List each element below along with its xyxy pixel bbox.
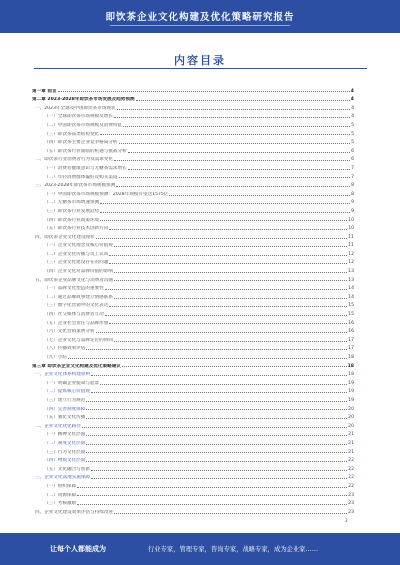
toc-entry-text: （一）品牌文化塑造的重要性: [44, 286, 104, 292]
toc-leader-dots: [86, 409, 347, 410]
toc-entry-text: （五）强化文化传播: [44, 415, 86, 421]
toc-entry[interactable]: [32, 455, 354, 464]
toc-entry-text: （八）传播效果评估: [44, 346, 86, 352]
toc-leader-dots: [114, 117, 350, 118]
toc-entry-text: （一）明确企业使命与愿景: [44, 380, 100, 386]
toc-entry-text: （四）即饮茶行业政策环境: [44, 217, 100, 223]
toc-entry-page: 18: [348, 372, 354, 378]
footer-bar: [0, 533, 400, 565]
toc-entry[interactable]: [32, 403, 354, 412]
toc-entry[interactable]: [32, 351, 354, 360]
toc-entry-page: 5: [351, 131, 354, 137]
toc-entry[interactable]: [32, 205, 354, 214]
toc-entry-page: 18: [348, 355, 354, 360]
toc-leader-dots: [68, 358, 347, 359]
toc-entry-page: 6: [351, 157, 354, 163]
toc-entry-text: （一）企业文化理念及核心价值观: [44, 243, 113, 249]
toc-entry-text: （三）即饮茶品类结构变化: [44, 131, 100, 137]
toc-entry-page: 12: [348, 260, 354, 266]
toc-entry-text: 第三章 即饮茶企业文化构建及优化策略建议: [32, 363, 121, 369]
toc-leader-dots: [116, 186, 350, 187]
toc-entry-page: 9: [351, 200, 354, 206]
toc-leader-dots: [77, 504, 347, 505]
toc-leader-dots: [96, 332, 348, 333]
toc-entry-page: 15: [348, 303, 354, 309]
toc-entry[interactable]: [32, 472, 354, 481]
toc-entry[interactable]: [32, 180, 354, 189]
toc-entry[interactable]: [32, 463, 354, 472]
toc-entry[interactable]: [32, 343, 354, 352]
toc-title: 内容目录: [174, 54, 226, 67]
toc-entry-page: 16: [348, 329, 354, 335]
footer-tags: 行业专家，管理专家，咨询专家，战略专家，成为企业家……: [148, 546, 319, 553]
toc-entry-text: （二）制度文化层面: [44, 440, 86, 446]
toc-entry[interactable]: [32, 231, 354, 240]
toc-entry-text: 五、即饮茶企业品牌文化与消费者沟通: [35, 277, 114, 283]
toc-entry-text: （一）组织保障: [44, 483, 77, 489]
toc-leader-dots: [109, 229, 347, 230]
toc-entry-text: （五）企业社会责任与品牌形象: [44, 320, 109, 326]
toc-entry-page: 19: [348, 397, 354, 403]
toc-entry[interactable]: [32, 369, 354, 378]
toc-entry-page: 23: [348, 501, 354, 507]
toc-leader-dots: [114, 341, 347, 342]
toc-leader-dots: [114, 280, 347, 281]
toc-leader-dots: [91, 375, 347, 376]
toc-entry-page: 12: [348, 251, 354, 257]
toc-entry-text: （一）精神文化层面: [44, 432, 86, 438]
toc-entry-text: （三）即饮茶行业发展趋势: [44, 208, 100, 214]
toc-entry-page: 19: [348, 380, 354, 386]
toc-entry[interactable]: [32, 446, 354, 455]
toc-leader-dots: [86, 452, 347, 453]
toc-entry-page: 23: [348, 492, 354, 498]
toc-entry[interactable]: [32, 283, 354, 292]
toc-entry[interactable]: [32, 429, 354, 438]
toc-entry-text: （五）即饮茶行业技术创新方向: [44, 226, 109, 232]
toc-entry[interactable]: [32, 377, 354, 386]
toc-leader-dots: [91, 392, 347, 393]
toc-entry[interactable]: [32, 240, 354, 249]
toc-entry-page: 22: [348, 475, 354, 481]
toc-entry-text: 四、企业文化建设效果评估与持续改进: [35, 509, 114, 515]
toc-entry[interactable]: [32, 412, 354, 421]
page-number: 3: [345, 518, 348, 523]
toc-entry-text: （二）提炼核心价值观: [44, 389, 90, 395]
toc-entry-page: 7: [351, 165, 354, 171]
toc-entry[interactable]: [32, 480, 354, 489]
toc-entry-text: （四）社交媒体与消费者互动: [44, 312, 104, 318]
toc-entry[interactable]: [32, 308, 354, 317]
toc-entry[interactable]: [32, 360, 354, 369]
toc-leader-dots: [123, 126, 350, 127]
toc-entry-page: 10: [348, 226, 354, 232]
toc-entry-text: （四）物质文化层面: [44, 458, 86, 464]
toc-entry-page: 23: [348, 509, 354, 515]
toc-entry-page: 21: [348, 449, 354, 455]
toc-entry-text: （二）企业文化传播与员工认同: [44, 251, 109, 257]
toc-entry-text: （三）企业文化建设存在的问题: [44, 260, 109, 266]
toc-leader-dots: [114, 246, 347, 247]
toc-entry-page: 8: [351, 191, 354, 197]
toc-entry-page: 4: [351, 114, 354, 120]
toc-entry-page: 19: [348, 389, 354, 395]
toc-entry-text: （一）消费者健康意识与无糖茶需求增长: [44, 165, 127, 171]
toc-entry-page: 13: [348, 277, 354, 283]
toc-leader-dots: [109, 323, 347, 324]
toc-entry-text: （二）通过品牌故事建立情感联系: [44, 294, 113, 300]
toc-entry-page: 17: [348, 337, 354, 343]
toc-entry[interactable]: [32, 334, 354, 343]
toc-entry[interactable]: [32, 489, 354, 498]
toc-leader-dots: [77, 495, 347, 496]
toc-entry-page: 20: [348, 406, 354, 412]
toc-entry-page: 4: [350, 97, 354, 103]
toc-leader-dots: [114, 272, 347, 273]
toc-leader-dots: [114, 513, 347, 514]
toc-entry-text: （五）文化融合与创新: [44, 466, 90, 472]
toc-entry[interactable]: [32, 119, 354, 128]
toc-entry-text: 第二章 2023-2028年即饮茶市场发展及趋势预测: [32, 97, 135, 103]
toc-entry[interactable]: [32, 111, 354, 120]
toc-entry-text: （三）建立行为规范: [44, 397, 86, 403]
toc-entry[interactable]: [32, 145, 354, 154]
toc-entry-text: 二、企业文化优化路径: [35, 423, 81, 429]
toc-leader-dots: [114, 298, 347, 299]
toc-entry-text: （四）即饮茶主要企业竞争格局分析: [44, 140, 118, 146]
toc-leader-dots: [100, 134, 350, 135]
toc-entry-text: （四）企业文化对品牌价值的影响: [44, 269, 113, 275]
toc-entry[interactable]: [32, 274, 354, 283]
toc-entry-text: （四）完善制度保障: [44, 406, 86, 412]
toc-entry-page: 10: [348, 217, 354, 223]
toc-entry-text: （一）中国即饮茶市场规模预测：2028年规模有望达1575亿: [44, 191, 169, 197]
toc-entry-page: 22: [348, 466, 354, 472]
toc-divider: [34, 68, 367, 69]
toc-entry-text: 四、即饮茶企业文化建设现状: [35, 234, 95, 240]
toc-entry[interactable]: [32, 291, 354, 300]
toc-leader-dots: [77, 487, 347, 488]
toc-entry-page: 9: [351, 208, 354, 214]
toc-entry[interactable]: [32, 248, 354, 257]
toc-entry[interactable]: [32, 437, 354, 446]
toc-entry-page: 22: [348, 458, 354, 464]
toc-leader-dots: [96, 238, 347, 239]
toc-leader-dots: [114, 160, 350, 161]
toc-leader-dots: [109, 306, 347, 307]
toc-leader-dots: [58, 91, 350, 92]
toc-entry-text: （六）文化营销案例分析: [44, 329, 95, 335]
toc-leader-dots: [82, 427, 347, 428]
toc-leader-dots: [100, 203, 350, 204]
toc-entry-page: 16: [348, 320, 354, 326]
toc-entry-page: 8: [351, 183, 354, 189]
toc-entry-text: 三、2023-2028年即饮茶市场规模预测: [35, 183, 116, 189]
toc-leader-dots: [119, 177, 351, 178]
toc-entry[interactable]: [32, 394, 354, 403]
toc-entry[interactable]: [32, 257, 354, 266]
toc-entry-text: （一）全球即饮茶市场规模及增长: [44, 114, 113, 120]
header-bar: [0, 0, 400, 33]
toc-entry-text: 二、即饮茶行业消费者行为及需求变化: [35, 157, 114, 163]
toc-entry-text: 一、企业文化体系构建原则: [35, 372, 91, 378]
report-title: 即饮茶企业文化构建及优化策略研究报告: [105, 12, 295, 23]
toc-entry-text: （二）年轻消费群体偏好及购买渠道: [44, 174, 118, 180]
table-of-contents: [32, 85, 354, 515]
toc-entry-page: 15: [348, 312, 354, 318]
toc-entry[interactable]: [32, 326, 354, 335]
toc-leader-dots: [86, 461, 347, 462]
toc-entry-text: （九）小结: [44, 355, 67, 360]
toc-entry[interactable]: [32, 94, 354, 103]
toc-leader-dots: [122, 366, 347, 367]
toc-leader-dots: [136, 100, 350, 101]
toc-leader-dots: [128, 169, 350, 170]
toc-entry-page: 14: [348, 294, 354, 300]
toc-entry[interactable]: [32, 102, 354, 111]
toc-entry[interactable]: [32, 317, 354, 326]
toc-leader-dots: [91, 478, 347, 479]
toc-entry[interactable]: [32, 85, 354, 94]
toc-entry[interactable]: [32, 197, 354, 206]
toc-leader-dots: [100, 384, 347, 385]
toc-entry[interactable]: [32, 498, 354, 507]
toc-entry-page: 17: [348, 346, 354, 352]
toc-entry-page: 4: [350, 88, 354, 94]
toc-leader-dots: [105, 315, 347, 316]
toc-leader-dots: [100, 220, 347, 221]
toc-entry[interactable]: [32, 154, 354, 163]
toc-entry-page: 21: [348, 440, 354, 446]
toc-entry-text: （五）即饮茶行业面临的机遇与挑战分析: [44, 148, 127, 154]
toc-entry[interactable]: [32, 265, 354, 274]
toc-entry-page: 11: [348, 234, 354, 240]
toc-entry-page: 11: [348, 243, 354, 249]
toc-entry-page: 20: [348, 423, 354, 429]
toc-leader-dots: [86, 418, 347, 419]
toc-entry[interactable]: [32, 128, 354, 137]
toc-entry-page: 22: [348, 483, 354, 489]
header-underline: [110, 25, 290, 26]
toc-entry-page: 13: [348, 269, 354, 275]
toc-entry-page: 7: [351, 174, 354, 180]
toc-entry-text: 第一章 前言: [32, 88, 57, 94]
toc-entry[interactable]: [32, 223, 354, 232]
toc-entry-page: 21: [348, 432, 354, 438]
footer-slogan: 让每个人都能成为: [50, 545, 106, 553]
toc-entry-text: （二）中国即饮茶市场规模及消费特征: [44, 122, 123, 128]
toc-leader-dots: [119, 143, 351, 144]
toc-leader-dots: [128, 152, 350, 153]
toc-entry[interactable]: [32, 188, 354, 197]
toc-leader-dots: [100, 212, 350, 213]
toc-entry-page: 18: [347, 363, 354, 369]
toc-entry-text: （三）考核激励: [44, 501, 77, 507]
toc-entry-text: （三）数字化营销中的文化表达: [44, 303, 109, 309]
toc-entry-page: 20: [348, 415, 354, 421]
toc-leader-dots: [86, 401, 347, 402]
toc-entry-text: （三）行为文化层面: [44, 449, 86, 455]
toc-leader-dots: [86, 444, 347, 445]
toc-entry[interactable]: [32, 420, 354, 429]
toc-entry-text: （二）资源保障: [44, 492, 77, 498]
toc-entry-page: 14: [348, 286, 354, 292]
toc-entry[interactable]: [32, 214, 354, 223]
toc-leader-dots: [91, 470, 347, 471]
toc-entry-text: 一、2023年全球及中国即饮茶市场现状: [35, 105, 116, 111]
toc-entry-text: （七）企业文化与品牌定位的协同: [44, 337, 113, 343]
toc-leader-dots: [86, 435, 347, 436]
toc-leader-dots: [86, 349, 347, 350]
toc-entry[interactable]: [32, 171, 354, 180]
toc-entry[interactable]: [32, 162, 354, 171]
toc-entry-page: 4: [351, 105, 354, 111]
toc-leader-dots: [117, 109, 350, 110]
toc-entry[interactable]: [32, 386, 354, 395]
toc-entry-text: （二）无糖茶市场增速预测: [44, 200, 100, 206]
toc-leader-dots: [105, 289, 347, 290]
toc-leader-dots: [169, 195, 350, 196]
toc-entry-text: 三、企业文化落地实施保障: [35, 475, 91, 481]
toc-entry[interactable]: [32, 300, 354, 309]
toc-leader-dots: [109, 263, 347, 264]
toc-entry-page: 6: [351, 148, 354, 154]
toc-entry-page: 5: [351, 122, 354, 128]
toc-entry-page: 5: [351, 140, 354, 146]
toc-leader-dots: [109, 255, 347, 256]
toc-entry[interactable]: [32, 506, 354, 515]
toc-entry[interactable]: [32, 137, 354, 146]
